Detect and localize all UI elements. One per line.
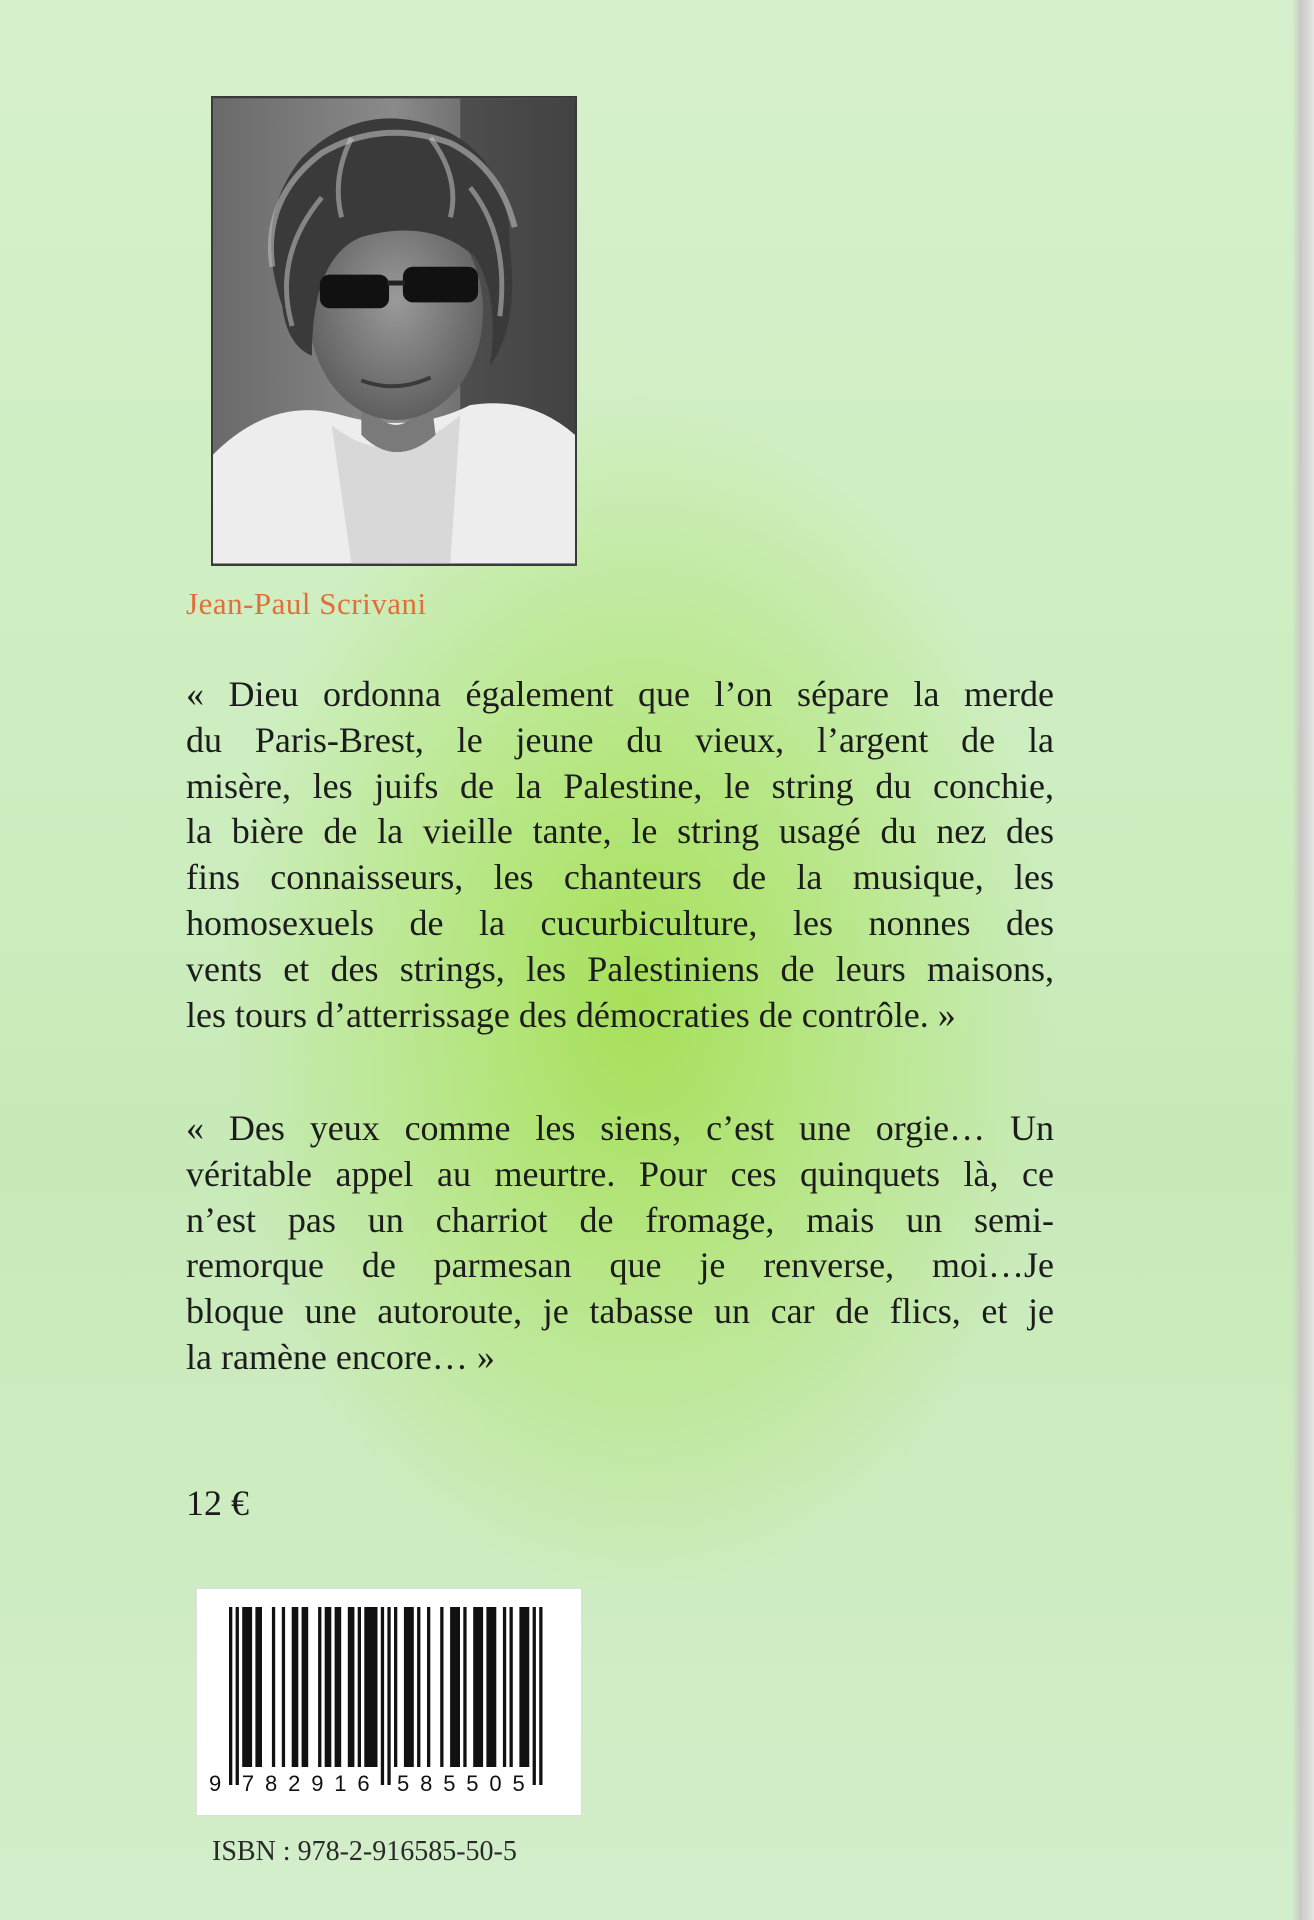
barcode-digit: 7 bbox=[241, 1771, 255, 1796]
quote-1-line: « Dieu ordonna également que l’on sépare la merde bbox=[186, 674, 1054, 714]
quote-1-line: du Paris-Brest, le jeune du vieux, l’argent de la bbox=[186, 719, 1054, 760]
quote-1-line: la bière de la vieille tante, le string usagé du nez des bbox=[186, 811, 1054, 852]
barcode-bar bbox=[473, 1607, 483, 1767]
barcode-bar bbox=[229, 1607, 232, 1785]
barcode-digit: 9 bbox=[311, 1771, 324, 1796]
quote-2 bbox=[186, 1106, 1054, 1381]
barcode-bar bbox=[440, 1607, 443, 1767]
barcode-digit: 9 bbox=[209, 1771, 222, 1796]
quote-2-line: la ramène encore… » bbox=[186, 1336, 495, 1377]
barcode-digit: 5 bbox=[512, 1771, 525, 1796]
barcode-bar bbox=[394, 1607, 397, 1767]
isbn: ISBN : 978-2-916585-50-5 bbox=[212, 1836, 517, 1867]
barcode-bar bbox=[272, 1607, 275, 1767]
quote-1-line: les tours d’atterrissage des démocraties de contrôle. » bbox=[186, 994, 956, 1035]
quote-1-line: fins connaisseurs, les chanteurs de la musique, les bbox=[186, 857, 1054, 898]
quote-2-line: véritable appel au meurtre. Pour ces quinquets là, ce bbox=[186, 1153, 1054, 1194]
barcode-bar bbox=[242, 1607, 252, 1767]
quote-2-line: bloque une autoroute, je tabasse un car de flics, et je bbox=[186, 1291, 1054, 1332]
barcode-bar bbox=[325, 1607, 332, 1767]
quote-2-line: « Des yeux comme les siens, c’est une orgie… Un bbox=[186, 1108, 1054, 1148]
quote-1-line: homosexuels de la cucurbiculture, les nonnes des bbox=[186, 902, 1054, 943]
barcode-digit: 6 bbox=[357, 1771, 370, 1796]
barcode-bar bbox=[364, 1607, 377, 1767]
barcode-bar bbox=[510, 1607, 513, 1767]
barcode-bar bbox=[387, 1607, 390, 1785]
barcode-bar bbox=[292, 1607, 299, 1767]
author-photo bbox=[211, 96, 577, 566]
barcode-digit: 8 bbox=[265, 1771, 278, 1796]
barcode-bar bbox=[255, 1607, 262, 1767]
price: 12 € bbox=[186, 1483, 249, 1523]
barcode-bar bbox=[539, 1607, 542, 1785]
barcode-bar bbox=[427, 1607, 430, 1767]
barcode bbox=[196, 1588, 582, 1816]
quote-1-line: vents et des strings, les Palestiniens de leurs maisons, bbox=[186, 948, 1054, 989]
barcode-bar bbox=[417, 1607, 420, 1767]
barcode-graphic bbox=[197, 1589, 581, 1815]
barcode-bar bbox=[302, 1607, 309, 1767]
barcode-bar bbox=[282, 1607, 285, 1767]
barcode-bar bbox=[463, 1607, 466, 1767]
barcode-bar bbox=[236, 1607, 239, 1785]
quote-1-line: misère, les juifs de la Palestine, le string du conchie, bbox=[186, 765, 1054, 806]
barcode-digit: 1 bbox=[334, 1771, 347, 1796]
barcode-digit: 8 bbox=[420, 1771, 433, 1796]
barcode-digit: 5 bbox=[443, 1771, 456, 1796]
barcode-bar bbox=[486, 1607, 496, 1767]
barcode-bar bbox=[318, 1607, 321, 1767]
barcode-digit: 5 bbox=[466, 1771, 479, 1796]
quote-1 bbox=[186, 672, 1054, 1038]
barcode-digit: 2 bbox=[288, 1771, 301, 1796]
barcode-bar bbox=[404, 1607, 414, 1767]
barcode-digit: 0 bbox=[489, 1771, 502, 1796]
barcode-bar bbox=[519, 1607, 529, 1767]
page-edge bbox=[1292, 0, 1314, 1920]
barcode-digit: 5 bbox=[397, 1771, 410, 1796]
quote-2-line: remorque de parmesan que je renverse, moi…Je bbox=[186, 1245, 1054, 1286]
barcode-bar bbox=[503, 1607, 506, 1767]
barcode-bar bbox=[335, 1607, 342, 1767]
author-name: Jean-Paul Scrivani bbox=[186, 586, 427, 621]
barcode-bar bbox=[358, 1607, 361, 1767]
author-portrait-image bbox=[213, 98, 575, 564]
quote-2-line: n’est pas un charriot de fromage, mais un semi- bbox=[186, 1199, 1054, 1240]
barcode-bar bbox=[450, 1607, 460, 1767]
barcode-bar bbox=[348, 1607, 355, 1767]
barcode-bar bbox=[381, 1607, 384, 1785]
barcode-bar bbox=[533, 1607, 536, 1785]
